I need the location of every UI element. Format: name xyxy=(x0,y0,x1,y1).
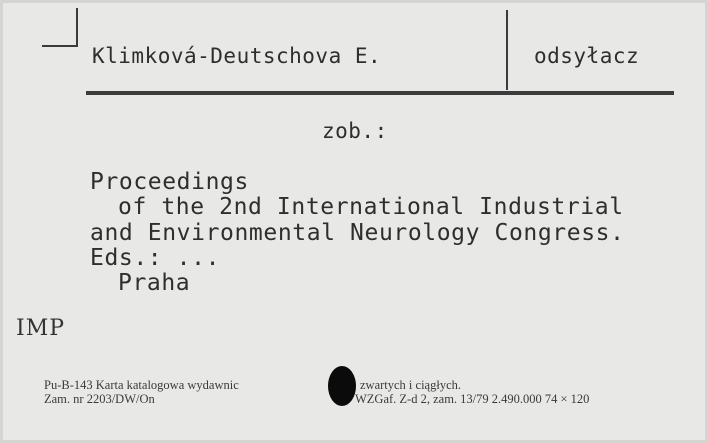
place-line: Praha xyxy=(118,270,191,296)
card-type-label: odsyłacz xyxy=(534,44,640,68)
see-also-label: zob.: xyxy=(322,119,388,143)
footer-left-line-2: Zam. nr 2203/DW/On xyxy=(44,392,155,406)
header-divider xyxy=(506,10,508,90)
footer-right-line-2: WZGaf. Z-d 2, zam. 13/79 2.490.000 74 × 120 xyxy=(355,392,590,406)
editors-line: Eds.: ... xyxy=(90,245,221,271)
corner-rule-horizontal xyxy=(42,45,78,47)
punch-hole xyxy=(328,366,356,406)
header-rule xyxy=(86,91,674,95)
footer-right-line-1: zwartych i ciągłych. xyxy=(360,378,461,392)
corner-rule-vertical xyxy=(76,8,78,47)
title-line-2: of the 2nd International Industrial xyxy=(118,194,624,220)
title-line-3: and Environmental Neurology Congress. xyxy=(90,220,625,246)
collection-code: IMP xyxy=(16,316,66,341)
footer-left-line-1: Pu-B-143 Karta katalogowa wydawnic xyxy=(44,378,239,392)
title-line-1: Proceedings xyxy=(90,169,249,195)
author-name: Klimková-Deutschova E. xyxy=(92,44,382,68)
